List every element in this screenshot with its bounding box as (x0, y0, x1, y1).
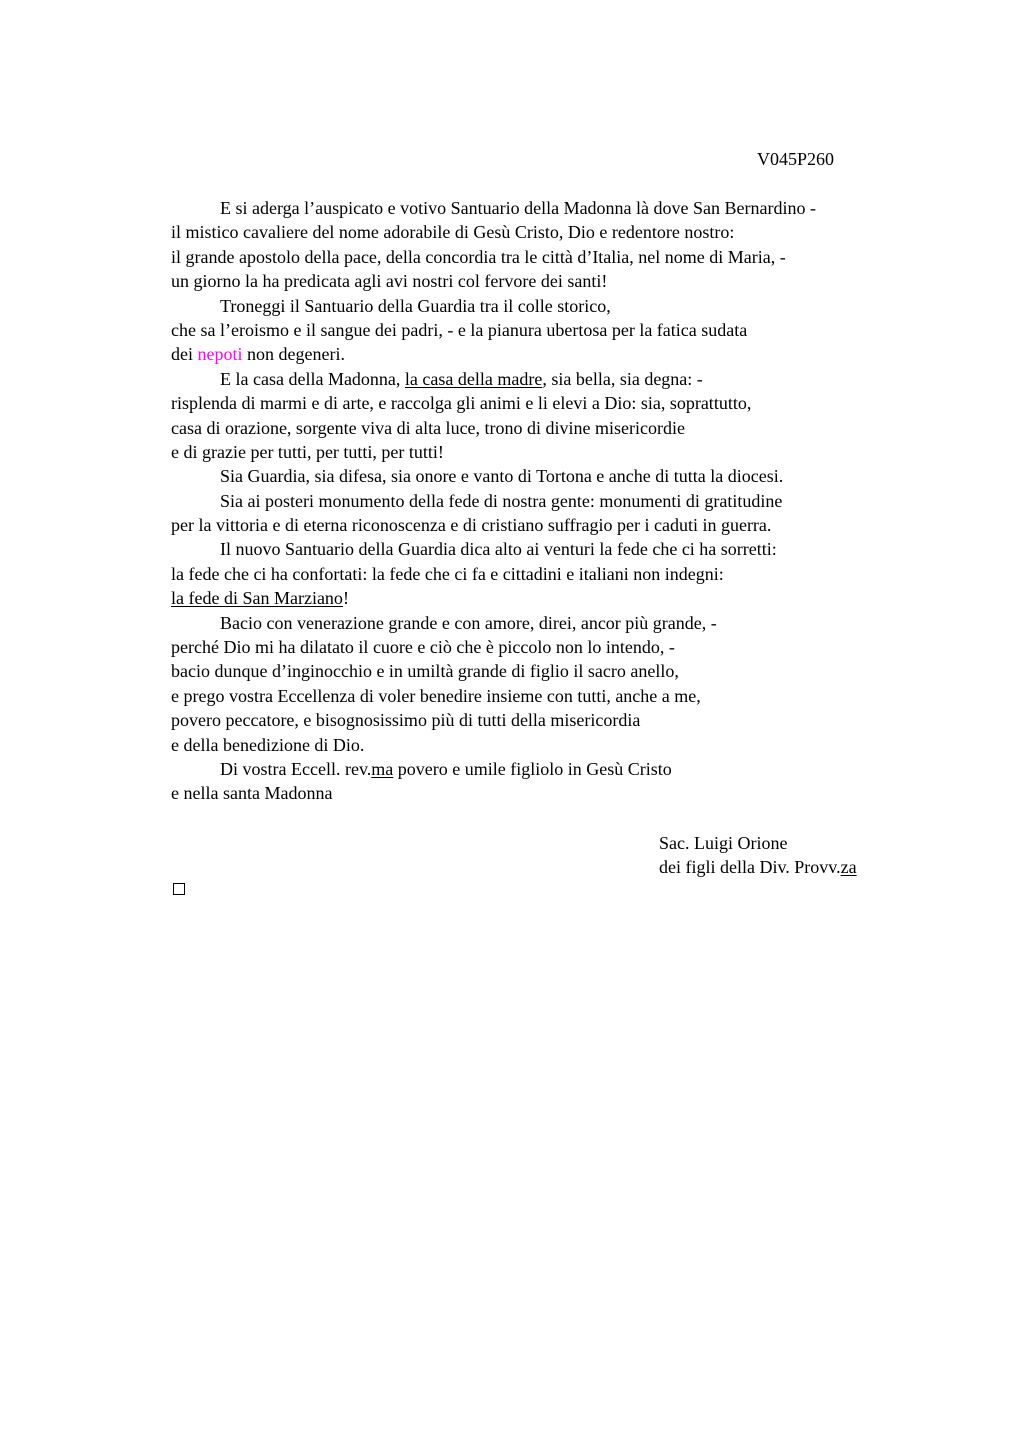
text-run: Troneggi il Santuario della Guardia tra il colle storico, (220, 295, 611, 316)
text-run: Sia ai posteri monumento della fede di nostra gente: monumenti di gratitudine (220, 490, 783, 511)
text-run: Il nuovo Santuario della Guardia dica alto ai venturi la fede che ci ha sorretti: (220, 539, 777, 560)
text-run: e prego vostra Eccellenza di voler benedire insieme con tutti, anche a me, (171, 685, 701, 706)
text-run: Bacio con venerazione grande e con amore, direi, ancor più grande, - (220, 612, 717, 633)
text-line (171, 757, 931, 781)
text-run: Di vostra Eccell. rev. (220, 758, 372, 779)
text-line (171, 464, 931, 488)
text-run: il mistico cavaliere del nome adorabile di Gesù Cristo, Dio e redentore nostro: (171, 222, 735, 243)
text-run: casa di orazione, sorgente viva di alta luce, trono di divine misericordie (171, 417, 685, 438)
text-line (171, 708, 931, 732)
page-code: V045P260 (757, 149, 835, 169)
text-line (171, 562, 931, 586)
text-line (171, 513, 931, 537)
underlined-text: za (840, 857, 857, 878)
text-run: un giorno la ha predicata agli avi nostri col fervore dei santi! (171, 271, 608, 292)
text-line (171, 416, 931, 440)
text-run: non degeneri. (242, 344, 345, 365)
text-line (171, 781, 931, 805)
text-line (171, 294, 931, 318)
underlined-text: ma (371, 758, 394, 779)
text-run: Sac. Luigi Orione (659, 833, 788, 853)
text-line (171, 391, 931, 415)
text-line (171, 440, 931, 464)
text-run: povero e umile figliolo in Gesù Cristo (393, 758, 672, 779)
text-run: ! (342, 588, 349, 609)
underlined-text: la casa della madre (404, 368, 543, 389)
text-line (171, 659, 931, 683)
text-run: e della benedizione di Dio. (171, 734, 365, 755)
text-run: dei (171, 344, 198, 365)
text-line (171, 220, 931, 244)
text-run: dei figli della Div. Provv. (659, 857, 841, 878)
text-line (171, 269, 931, 293)
text-line (171, 367, 931, 391)
text-line (171, 196, 931, 220)
text-run: perché Dio mi ha dilatato il cuore e ciò che è piccolo non lo intendo, - (171, 637, 675, 658)
text-run: la fede che ci ha confortati: la fede che ci fa e cittadini e italiani non indegni: (171, 563, 724, 584)
text-run: bacio dunque d’inginocchio e in umiltà grande di figlio il sacro anello, (171, 661, 679, 682)
letter-body (171, 196, 931, 806)
text-line (171, 318, 931, 342)
text-run: povero peccatore, e bisognosissimo più di tutti della misericordia (171, 710, 641, 731)
text-run: , sia bella, sia degna: - (542, 368, 703, 389)
text-run: e di grazie per tutti, per tutti, per tutti! (171, 441, 444, 462)
text-line (171, 635, 931, 659)
text-run: per la vittoria e di eterna riconoscenza e di cristiano suffragio per i caduti in guerra. (171, 515, 772, 536)
signature-line (659, 855, 857, 879)
text-line (171, 733, 931, 757)
text-line (171, 342, 931, 366)
text-line (171, 611, 931, 635)
underlined-text: la fede di San Marziano (171, 588, 343, 609)
text-line (171, 537, 931, 561)
highlighted-text: nepoti (197, 344, 243, 365)
text-run: il grande apostolo della pace, della concordia tra le città d’Italia, nel nome di Maria, - (171, 246, 786, 267)
text-run: e nella santa Madonna (171, 783, 333, 804)
text-line (171, 245, 931, 269)
text-line (171, 684, 931, 708)
text-line (171, 489, 931, 513)
text-run: E si aderga l’auspicato e votivo Santuario della Madonna là dove San Bernardino - (220, 198, 816, 218)
signature-line (659, 831, 857, 855)
checkbox-icon (173, 883, 185, 895)
text-run: risplenda di marmi e di arte, e raccolga gli animi e li elevi a Dio: sia, soprattutto, (171, 393, 752, 414)
text-line (171, 586, 931, 610)
text-run: Sia Guardia, sia difesa, sia onore e vanto di Tortona e anche di tutta la diocesi. (220, 466, 784, 487)
signature-block (659, 831, 857, 880)
text-run: E la casa della Madonna, (220, 368, 405, 389)
text-run: che sa l’eroismo e il sangue dei padri, - e la pianura ubertosa per la fatica sudata (171, 319, 748, 340)
